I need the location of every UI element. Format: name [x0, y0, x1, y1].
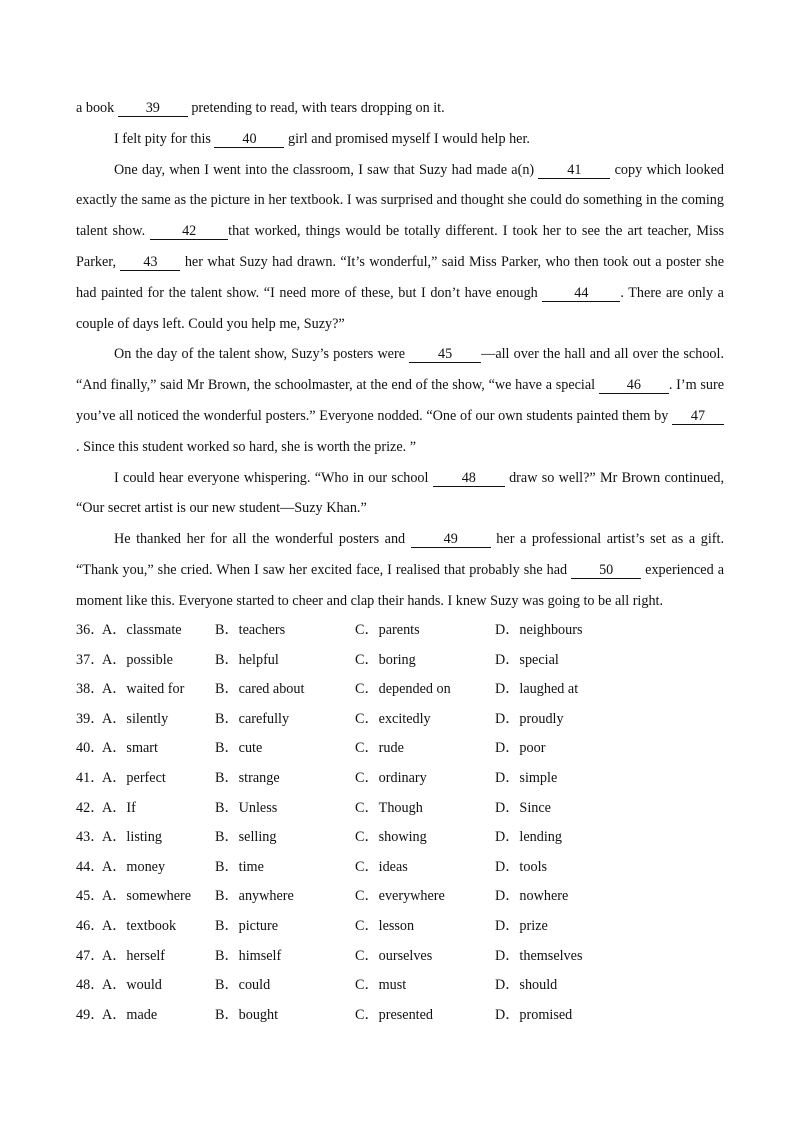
option-a: A．herself [102, 947, 166, 964]
question-number: 38． [76, 681, 105, 698]
option-b: B．Unless [215, 799, 278, 816]
question-row [76, 1001, 736, 1031]
option-b: B．strange [215, 769, 280, 786]
option-d: D．lending [495, 829, 562, 846]
cloze-passage [76, 93, 724, 617]
text: I felt pity for this [114, 130, 215, 147]
option-d: D．promised [495, 1006, 573, 1023]
option-c: C．showing [355, 829, 427, 846]
option-d: D．themselves [495, 947, 583, 964]
blank-47: 47 [672, 409, 724, 425]
option-a: A．listing [102, 829, 162, 846]
option-c: C．rude [355, 740, 404, 757]
text: . Since this student worked so hard, she is worth the prize. ” [76, 438, 417, 455]
option-d: D．neighbours [495, 622, 583, 638]
paragraph-4 [76, 339, 724, 462]
question-row [76, 823, 736, 853]
question-row [76, 912, 736, 942]
text: her what Suzy had drawn. “It’s wonderful,” said Miss Parker, who then took out a poster she had painted for the talent show. “I need more of these, but I don’t have enough [76, 253, 724, 301]
option-b: B．selling [215, 829, 277, 846]
option-d: D．should [495, 977, 558, 994]
text: copy which looked exactly the same as the picture in her textbook. I was surprised and thought she could do something in the coming talent show. [76, 161, 724, 240]
option-a: A．silently [102, 710, 169, 727]
option-a: A．possible [102, 651, 173, 668]
option-a: A．textbook [102, 917, 177, 934]
question-number: 48． [76, 977, 105, 994]
question-number: 45． [76, 888, 105, 905]
option-b: B．himself [215, 947, 282, 964]
question-row [76, 882, 736, 912]
blank-42: 42 [150, 224, 228, 240]
option-b: B．time [215, 858, 264, 875]
question-row [76, 675, 736, 705]
option-a: A．smart [102, 740, 158, 757]
option-b: B．cute [215, 740, 263, 757]
question-row [76, 616, 736, 646]
option-c: C．ideas [355, 858, 408, 875]
text: . I’m sure you’ve all noticed the wonderful posters.” Everyone nodded. “One of our own students painted them by [76, 377, 725, 424]
paragraph-3 [76, 155, 724, 340]
option-d: D．prize [495, 917, 548, 934]
blank-41: 41 [538, 163, 610, 179]
text: a book [76, 100, 118, 116]
option-a: A．money [102, 858, 166, 875]
blank-45: 45 [409, 347, 481, 363]
option-d: D．special [495, 651, 559, 668]
blank-43: 43 [120, 255, 180, 271]
question-number: 41． [76, 769, 105, 786]
option-c: C．parents [355, 622, 420, 638]
text: One day, when I went into the classroom, I saw that Suzy had made a(n) [114, 161, 539, 178]
blank-39: 39 [118, 101, 188, 117]
option-d: D．proudly [495, 710, 564, 727]
question-number: 44． [76, 858, 105, 875]
option-d: D．tools [495, 858, 548, 875]
option-c: C．everywhere [355, 888, 445, 905]
text: —all over the hall and all over the school. “And finally,” said Mr Brown, the schoolmaster, at the end of the show, “we have a special [76, 346, 725, 394]
text: experienced a moment like this. Everyone started to cheer and clap their hands. I knew Suzy was going to be all right. [76, 561, 724, 609]
text: girl and promised myself I would help her. [284, 130, 530, 147]
option-c: C．Though [355, 799, 423, 816]
question-row [76, 764, 736, 794]
question-row [76, 942, 736, 972]
option-c: C．presented [355, 1006, 434, 1023]
option-c: C．ordinary [355, 769, 427, 786]
question-row [76, 646, 736, 676]
option-d: D．Since [495, 799, 551, 816]
option-c: C．ourselves [355, 947, 433, 964]
option-d: D．simple [495, 769, 558, 786]
question-row [76, 971, 736, 1001]
option-d: D．laughed at [495, 681, 579, 698]
option-b: B．helpful [215, 651, 279, 668]
option-a: A．waited for [102, 681, 185, 698]
option-c: C．lesson [355, 917, 415, 934]
blank-46: 46 [599, 378, 669, 394]
question-number: 40． [76, 740, 105, 757]
question-row [76, 853, 736, 883]
paragraph-6 [76, 524, 724, 616]
option-b: B．cared about [215, 681, 305, 698]
option-b: B．teachers [215, 622, 286, 638]
text: draw so well?” Mr Brown continued, “Our secret artist is our new student—Suzy Khan.” [76, 469, 725, 517]
blank-48: 48 [433, 471, 505, 487]
option-a: A．made [102, 1006, 158, 1023]
option-c: C．must [355, 977, 407, 994]
option-c: C．boring [355, 651, 416, 668]
option-d: D．nowhere [495, 888, 569, 905]
option-a: A．would [102, 977, 162, 994]
option-c: C．excitedly [355, 710, 431, 727]
question-number: 39． [76, 710, 105, 727]
option-b: B．carefully [215, 710, 290, 727]
text: her a professional artist’s set as a gift. “Thank you,” she cried. When I saw her excited face, I realised that probably she had [76, 531, 724, 578]
option-a: A．If [102, 799, 136, 816]
option-a: A．somewhere [102, 888, 192, 905]
answer-options [76, 616, 736, 1030]
blank-40: 40 [214, 132, 284, 148]
blank-50: 50 [571, 563, 641, 579]
question-row [76, 794, 736, 824]
text: On the day of the talent show, Suzy’s posters were [114, 346, 410, 363]
option-a: A．classmate [102, 622, 182, 638]
option-c: C．depended on [355, 681, 451, 698]
blank-49: 49 [411, 532, 491, 548]
paragraph-2 [76, 124, 724, 155]
option-b: B．bought [215, 1006, 279, 1023]
question-number: 49． [76, 1006, 105, 1023]
question-row [76, 705, 736, 735]
text: . There are only a couple of days left. Could you help me, Suzy?” [76, 284, 724, 332]
question-number: 36． [76, 622, 105, 638]
option-a: A．perfect [102, 769, 166, 786]
question-row [76, 734, 736, 764]
blank-44: 44 [542, 286, 620, 302]
question-number: 46． [76, 917, 105, 934]
question-number: 37． [76, 651, 105, 668]
question-number: 42． [76, 799, 105, 816]
text: pretending to read, with tears dropping on it. [187, 100, 445, 116]
question-number: 47． [76, 947, 105, 964]
option-b: B．picture [215, 917, 279, 934]
paragraph-1 [76, 93, 724, 124]
text: that worked, things would be totally different. I took her to see the art teacher, Miss Parker, [76, 223, 724, 270]
option-d: D．poor [495, 740, 546, 757]
option-b: B．could [215, 977, 271, 994]
paragraph-5 [76, 463, 724, 525]
option-b: B．anywhere [215, 888, 294, 905]
text: I could hear everyone whispering. “Who in our school [114, 469, 433, 486]
text: He thanked her for all the wonderful posters and [114, 531, 411, 548]
question-number: 43． [76, 829, 105, 846]
